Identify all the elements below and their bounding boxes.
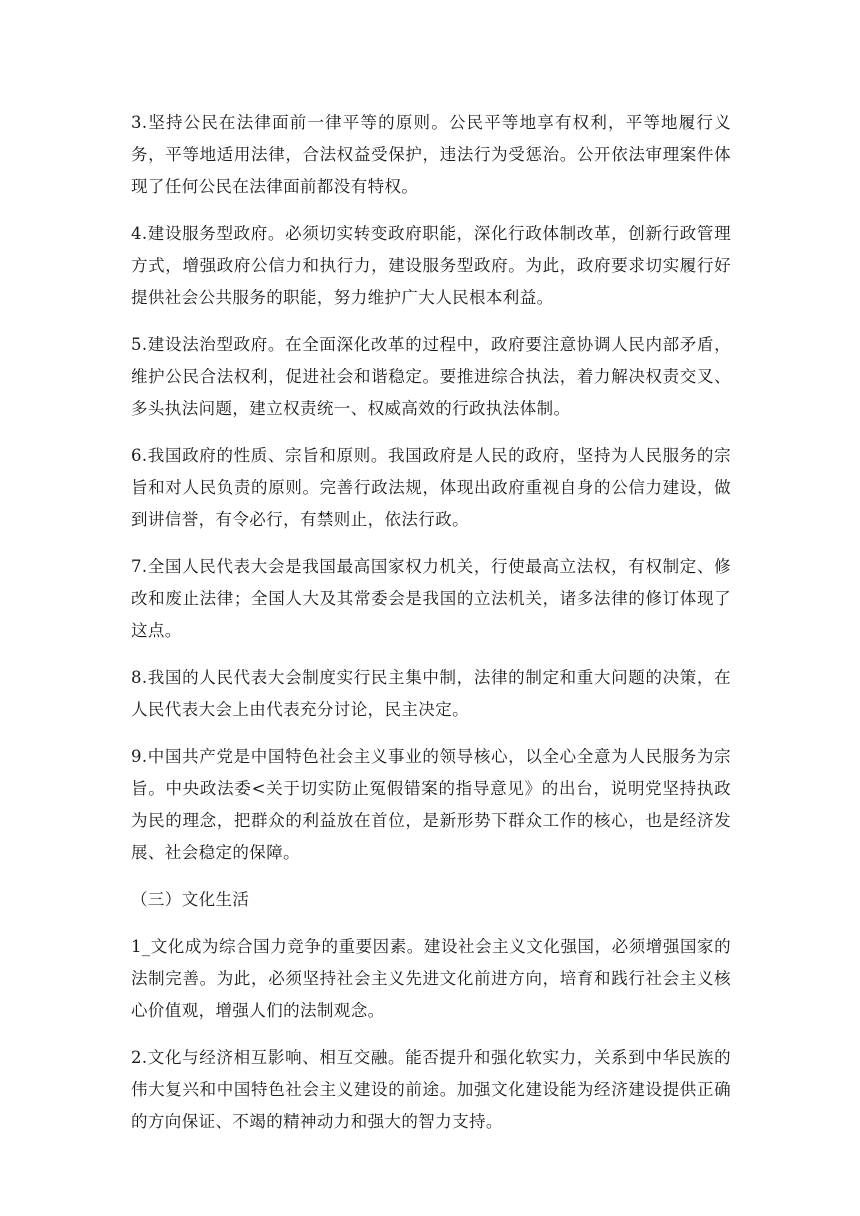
paragraph-item-4: 4.建设服务型政府。必须切实转变政府职能，深化行政体制改革，创新行政管理方式，增强政府公信力和执行力，建设服务型政府。为此，政府要求切实履行好提供社会公共服务的职能，努力维护广大人民根本利益。 [131,224,731,307]
paragraph-item-7: 7.全国人民代表大会是我国最高国家权力机关，行使最高立法权，有权制定、修改和废止法律；全国人大及其常委会是我国的立法机关，诸多法律的修订体现了这点。 [131,557,731,640]
culture-paragraph-2: 2.文化与经济相互影响、相互交融。能否提升和强化软实力，关系到中华民族的伟大复兴和中国特色社会主义建设的前途。加强文化建设能为经济建设提供正确的方向保证、不竭的精神动力和强大的智力支持。 [131,1048,731,1131]
culture-paragraph-1: 1_文化成为综合国力竞争的重要因素。建设社会主义文化强国，必须增强国家的法制完善。为此，必须坚持社会主义先进文化前进方向，培育和践行社会主义核心价值观，增强人们的法制观念。 [131,937,731,1020]
paragraph-item-9: 9.中国共产党是中国特色社会主义事业的领导核心，以全心全意为人民服务为宗旨。中央政法委<关于切实防止冤假错案的指导意见》的出台，说明党坚持执政为民的理念，把群众的利益放在首位，是新形势下群众工作的核心，也是经济发展、社会稳定的保障。 [131,747,731,862]
paragraph-item-3: 3.坚持公民在法律面前一律平等的原则。公民平等地享有权利，平等地履行义务，平等地适用法律，合法权益受保护，违法行为受惩治。公开依法审理案件体现了任何公民在法律面前都没有特权。 [131,113,731,196]
paragraph-item-6: 6.我国政府的性质、宗旨和原则。我国政府是人民的政府，坚持为人民服务的宗旨和对人民负责的原则。完善行政法规，体现出政府重视自身的公信力建设，做到讲信誉，有令必行，有禁则止，依法行政。 [131,446,731,529]
paragraph-item-5: 5.建设法治型政府。在全面深化改革的过程中，政府要注意协调人民内部矛盾，维护公民合法权利，促进社会和谐稳定。要推进综合执法，着力解决权责交叉、多头执法问题，建立权责统一、权威高效的行政执法体制。 [131,335,731,418]
document-body [131,107,731,1153]
paragraph-item-8: 8.我国的人民代表大会制度实行民主集中制，法律的制定和重大问题的决策，在人民代表大会上由代表充分讨论，民主决定。 [131,668,731,719]
section-heading-culture: （三）文化生活 [131,890,250,909]
